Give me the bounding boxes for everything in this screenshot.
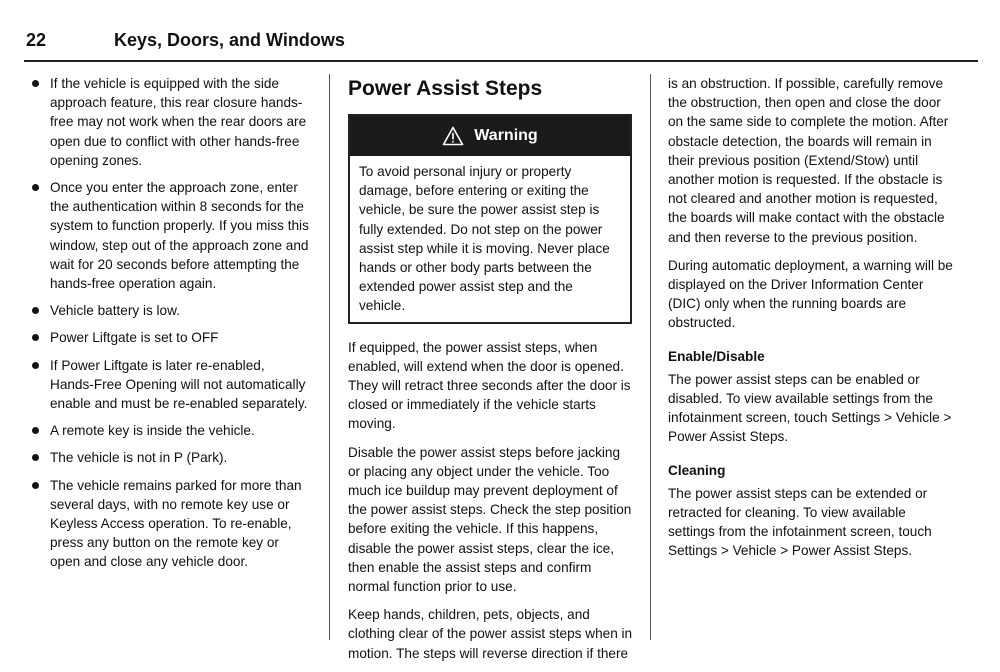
paragraph: Keep hands, children, pets, objects, and clothing clear of the power assist steps when in motion. The steps will reverse direction if there [348, 607, 633, 661]
page-header [24, 26, 978, 62]
column-divider-1 [329, 74, 330, 640]
paragraph: is an obstruction. If possible, carefully remove the obstruction, then open and close the door on the same side to complete the motion. After obstacle detection, the boards will remain in their previous position (Extend/Stow) until another motion is requested. If the obstacle is not cleared and another motion is requested, the boards will make contact with the obstacle and then reverse to the previous position. [668, 76, 949, 245]
cleaning-heading: Cleaning [668, 462, 726, 478]
warning-label: Warning [474, 127, 538, 145]
paragraph: During automatic deployment, a warning will be displayed on the Driver Information Center (DIC) only when the running boards are obstructed. [668, 257, 953, 331]
list-item [28, 74, 312, 170]
list-item [28, 178, 312, 293]
bullet-icon [32, 482, 39, 489]
bullet-icon [32, 362, 39, 369]
list-item [28, 356, 312, 414]
bullet-icon [32, 454, 39, 461]
column-divider-2 [650, 74, 651, 640]
bullet-icon [32, 307, 39, 314]
warning-triangle-icon [442, 126, 464, 146]
list-item-text: Vehicle battery is low. [50, 303, 180, 319]
list-item [28, 476, 312, 572]
section-title: Power Assist Steps [348, 77, 543, 100]
warning-box [348, 114, 632, 324]
bullet-icon [32, 427, 39, 434]
column-2 [348, 74, 633, 672]
condition-list [28, 74, 312, 572]
enable-disable-heading: Enable/Disable [668, 348, 765, 364]
list-item [28, 328, 312, 347]
list-item-text: If the vehicle is equipped with the side approach feature, this rear closure hands-free may not work when the rear doors are open due to conflict with other hands-free opening zones. [50, 76, 307, 168]
column-1 [28, 74, 312, 580]
list-item-text: The vehicle remains parked for more than several days, with no remote key use or Keyless Access operation. To re-enable, press any button on the remote key or open and close any vehicle door. [50, 477, 302, 570]
bullet-icon [32, 334, 39, 341]
column-3 [668, 74, 953, 570]
chapter-title: Keys, Doors, and Windows [114, 30, 345, 50]
enable-disable-text: The power assist steps can be enabled or disabled. To view available settings from the infotainment screen, touch Settings > Vehicle > Power Assist Steps. [668, 371, 952, 445]
list-item-text: Once you enter the approach zone, enter the authentication within 8 seconds for the system to function properly. If you miss this window, step out of the approach zone and wait for 20 seconds before attempting the hands-free operation again. [50, 180, 309, 292]
warning-header [350, 116, 630, 156]
list-item-text: A remote key is inside the vehicle. [50, 423, 255, 439]
bullet-icon [32, 80, 39, 87]
warning-text: To avoid personal injury or property damage, before entering or exiting the vehicle, be sure the power assist step is fully extended. Do not step on the power assist step while it is moving. Never place hands or other body parts between the extended power assist step and the vehicle. [359, 164, 610, 314]
list-item [28, 301, 312, 320]
list-item-text: Power Liftgate is set to OFF [50, 330, 219, 346]
paragraph: Disable the power assist steps before jacking or placing any object under the vehicle. Too much ice buildup may prevent deployment of the power assist steps. Check the step position before exiting the vehicle. If this happens, disable the power assist steps, clear the ice, then enable the assist steps and confirm normal function prior to use. [348, 444, 632, 595]
cleaning-text: The power assist steps can be extended or retracted for cleaning. To view available settings from the infotainment screen, touch Settings > Vehicle > Power Assist Steps. [668, 485, 932, 559]
list-item-text: If Power Liftgate is later re-enabled, Hands-Free Opening will not automatically enable and must be re-enabled separately. [50, 357, 308, 412]
page-number: 22 [26, 30, 47, 50]
list-item [28, 421, 312, 440]
list-item [28, 448, 312, 467]
list-item-text: The vehicle is not in P (Park). [50, 450, 228, 466]
paragraph: If equipped, the power assist steps, when enabled, will extend when the door is opened. They will retract three seconds after the door is closed or immediately if the vehicle starts moving. [348, 339, 631, 432]
bullet-icon [32, 184, 39, 191]
